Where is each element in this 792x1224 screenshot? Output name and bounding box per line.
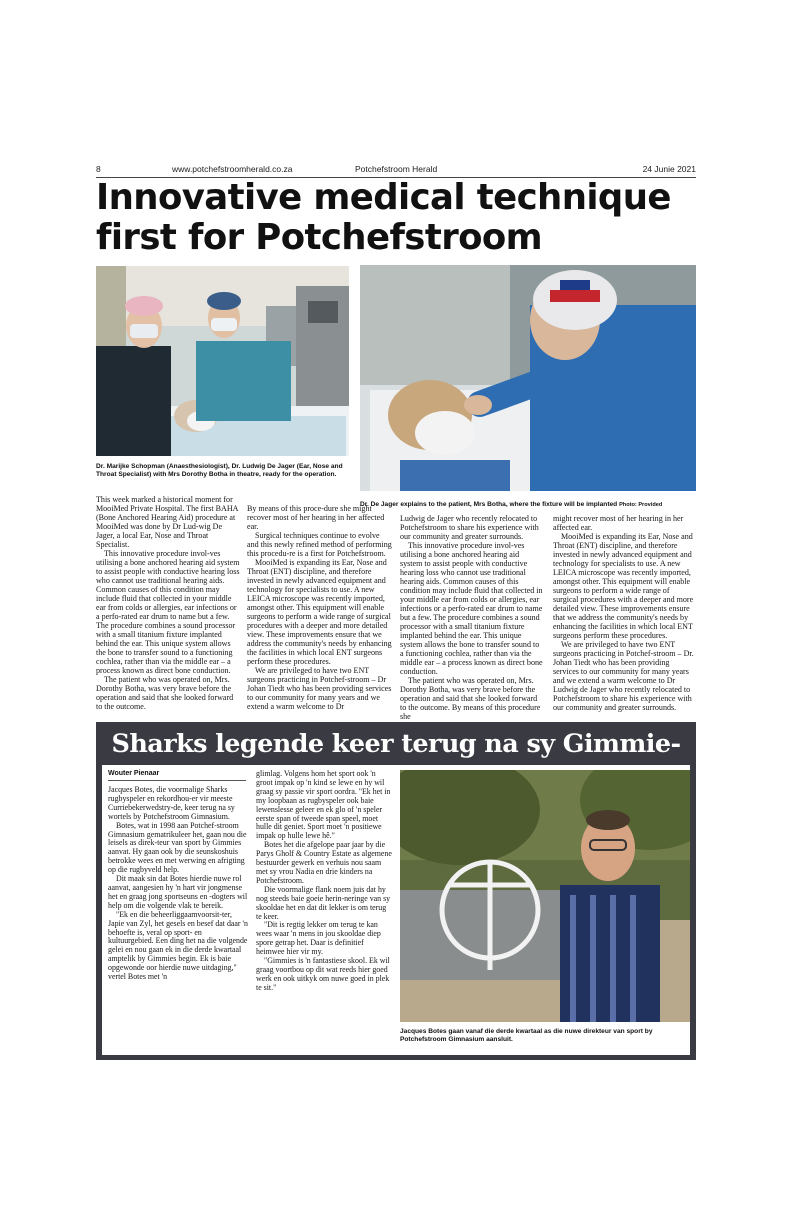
article1-column-3 [400, 514, 543, 721]
doctor-explaining-photo [360, 265, 696, 491]
paragraph: MooiMed is expanding its Ear, Nose and Throat (ENT) discipline, and therefore invested in newly advanced equipment and technology for specialists to use. A new LEICA microscope was recently imported, amongst other. This equipment will enable surgeons to perform a wide range of surgical procedures with a deeper and more detailed view. These improvements ensure that we address the community's needs by enhancing the facilities in which local ENT surgeons perform these procedures. [553, 532, 694, 641]
paragraph: might recover most of her hearing in her affected ear. [553, 514, 684, 533]
paragraph: Dit maak sin dat Botes hierdie nuwe rol aanvat, aangesien hy 'n hart vir jongmense het en graag jong sportseuns en -dogters wil help om die volgende vlak te bereik. [108, 874, 248, 910]
paragraph: "Gimmies is 'n fantastiese skool. Ek wil graag voortbou op dit wat reeds hier goed werk en ook uitkyk om nuwe goed in plek te sit." [256, 956, 390, 992]
paragraph: This innovative procedure invol-ves utilising a bone anchored hearing aid system to assist people with conductive hearing loss who cannot use traditional hearing aids. Common causes of this condition may include fluid that collected in your middle ear from colds or allergies, ear infections or a perfo-rated ear drum to name but a few. The procedure combines a sound processor with a small titanium fixture implanted behind the ear. This unique system allows the bone to transfer sound to a functioning cochlea, rather than via the middle ear – a process known as direct bone conduction. [96, 549, 240, 676]
paragraph: By means of this proce-dure she might recover most of her hearing in her affected ear. [247, 504, 385, 532]
paragraph: Ludwig de Jager who recently relocated to Potchefstroom to share his experience with our community and greater surrounds. [400, 514, 539, 542]
article2-column-2 [256, 770, 393, 993]
paragraph: Jacques Botes, die voormalige Sharks rugbyspeler en rekordhou-er vir meeste Curriebekerwedstry-de, keer terug na sy wortels by Potchefstroom Gimnasium. [108, 785, 235, 821]
paragraph: Botes, wat in 1998 aan Potchef-stroom Gimnasium gematrikuleer het, gaan nou die leisels as direk-teur van sport by Gimmies aanvat. Hy gaan ook by die seunskoshuis betrokke wees en met werwing en afrigting op die rugbyveld help. [108, 820, 247, 875]
jacques-botes-photo [400, 770, 690, 1022]
article1-column-2 [247, 504, 393, 711]
publication-name: Potchefstroom Herald [355, 164, 438, 174]
paragraph: Surgical techniques continue to evolve and this newly refined method of performing this procedu-re is a first for Potchefstroom. [247, 531, 392, 559]
paragraph: "Dit is regtig lekker om terug te kan wees waar 'n mens in jou skooldae diep spore getrap het. Daar is definitief heimwee hier vir my. [256, 920, 381, 957]
article2-column-1 [108, 786, 248, 982]
headline-line-1: Innovative medical technique [96, 177, 671, 218]
article1-column-4 [553, 514, 696, 712]
theatre-team-photo [96, 266, 349, 456]
paragraph: glimlag. Volgens hom het sport ook 'n groot impak op 'n kind se lewe en hy wil graag sy passie vir sport oordra. "Ek het in my loopbaan as rugbyspeler ook baie lewenslesse geleer en ek glo of 'n speler eerste span of tweede span speel, moet hulle dit geniet. Sport moet 'n positiewe impak op hulle lewe hê." [256, 769, 391, 841]
paragraph: Die voormalige flank noem juis dat hy nog steeds baie goeie herin-neringe van sy skooldae het en dat dit lekker is om terug te keer. [256, 884, 391, 921]
paragraph: This innovative procedure invol-ves utilising a bone anchored hearing aid system to assist people with conductive hearing loss who cannot use traditional hearing aids. Common causes of this condition may include fluid that collected in your middle ear from colds or allergies, ear infections or a perfo-rated ear drum to name but a few. The procedure combines a sound processor with a small titanium fixture implanted behind the ear. This unique system allows the bone to transfer sound to a functioning cochlea, rather than via the middle ear – a process known as direct bone conduction. [400, 541, 543, 677]
paragraph: MooiMed is expanding its Ear, Nose and Throat (ENT) discipline, and therefore invested in newly advanced equipment and technology for specialists to use. A new LEICA microscope was recently imported, amongst other. This equipment will enable surgeons to perform a wide range of surgical procedures with a deeper and more detailed view. These improvements ensure that we address the community's needs by enhancing the facilities in which local ENT surgeons perform these procedures. [247, 558, 392, 667]
article1-column-1 [96, 495, 240, 711]
paragraph: We are privileged to have two ENT surgeons practicing in Potchef-stroom – Dr Johan Tiedt who has been providing services to our community for many years and we extend a warm welcome to Dr [247, 666, 392, 712]
paragraph: We are privileged to have two ENT surgeons practicing in Potchef-stroom – Dr. Johan Tiedt who has been providing services to our community for many years and we extend a warm welcome to Dr Ludwig de Jager who recently relocated to Potchefstroom to share his experience with our community and greater surrounds. [553, 640, 694, 713]
headline-line-2: first for Potchefstroom [96, 217, 543, 258]
photo2-caption-wrap [360, 501, 696, 509]
byline-divider [108, 780, 246, 781]
photo2-caption: Dr. De Jager explains to the patient, Mrs Botha, where the fixture will be implanted [360, 501, 618, 508]
paragraph: The patient who was operated on, Mrs. Dorothy Botha, was very brave before the operation and said that she looked forward to the outcome. [96, 675, 234, 712]
article-headline [96, 178, 706, 258]
photo1-caption: Dr. Marijke Schopman (Anaesthesiologist), Dr. Ludwig De Jager (Ear, Nose and Throat Specialist) with Mrs Dorothy Botha in theatre, ready for the operation. [96, 463, 343, 479]
paragraph: The patient who was operated on, Mrs. Dorothy Botha, was very brave before the operation and said that she looked forward to the outcome. By means of this procedure she [400, 676, 541, 722]
page-header [96, 163, 696, 177]
byline: Wouter Pienaar [108, 770, 160, 777]
sharks-headline: Sharks legende keer terug na sy Gimmie- [111, 729, 681, 759]
website-url: www.potchefstroomherald.co.za [172, 164, 293, 174]
paragraph: This week marked a historical moment for MooiMed Private Hospital. The first BAHA (Bone Anchored Hearing Aid) procedure at MooiMed was done by Dr Lud-wig De Jager, a local Ear, Nose and Throat Specialist. [96, 495, 239, 550]
jacques-photo-caption: Jacques Botes gaan vanaf die derde kwartaal as die nuwe direkteur van sport by Potchefstroom Gimnasium aansluit. [400, 1028, 653, 1044]
paragraph: "Ek en die beheerliggaamvoorsit-ter, Japie van Zyl, het gesels en besef dat daar 'n behoefte is, veral op sport- en kultuurgebied. Een ding het na die volgende gelei en nou gaan ek in die derde kwartaal amptelik by Gimmies begin. Ek is baie opgewonde oor hierdie nuwe uitdaging," vertel Botes met 'n [108, 909, 248, 982]
paragraph: Botes het die afgelope paar jaar by die Parys Gholf & Country Estate as algemene bestuurder gewerk en verhuis nou saam met sy vrou Nadia en drie kinders na Potchefstroom. [256, 840, 392, 885]
issue-date: 24 Junie 2021 [642, 164, 696, 174]
photo2-credit: Photo: Provided [619, 502, 663, 508]
page-number: 8 [96, 164, 101, 174]
